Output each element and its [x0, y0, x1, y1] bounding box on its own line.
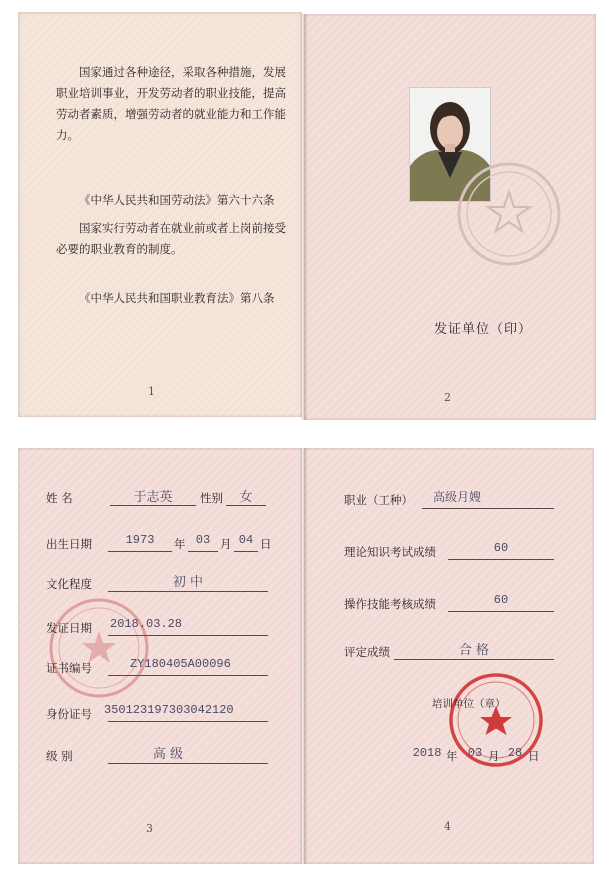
- page-number-1: 1: [148, 385, 155, 398]
- issuer-label: 发证单位（印）: [434, 322, 533, 337]
- page-fold: [300, 448, 308, 864]
- sign-month: 03: [467, 746, 483, 760]
- page-number-2: 2: [444, 391, 451, 404]
- theory-score-value: 60: [493, 541, 509, 555]
- issue-date-value: 2018.03.28: [110, 617, 183, 631]
- education-value: 初 中: [172, 575, 204, 590]
- page-fold: [300, 14, 308, 420]
- occupation-value: 高级月嫂: [432, 490, 481, 504]
- rating-label: 评定成绩: [344, 645, 390, 659]
- official-seal-left: [44, 593, 154, 703]
- page-2: [304, 14, 596, 420]
- page-number-3: 3: [146, 822, 153, 835]
- page-number-4: 4: [444, 820, 451, 833]
- skill-score-value: 60: [493, 593, 509, 607]
- skill-score-label: 操作技能考核成绩: [344, 597, 436, 611]
- theory-score-label: 理论知识考试成绩: [344, 545, 436, 559]
- birth-year: 1973: [125, 533, 155, 547]
- embossed-seal: [454, 159, 564, 269]
- gender-value: 女: [239, 490, 253, 505]
- page-3: 姓 名 于志英 性别 女 出生日期 1973 年 03 月 04 日 文化程度 初 中 发证日期 2018.03.28 证书编号 ZY180405A00096 身份证号 350123197303042120 级 别 高 级 3: [18, 448, 302, 864]
- level-label: 级 别: [46, 749, 73, 763]
- cert-number-value: ZY180405A00096: [130, 657, 231, 671]
- name-value: 于志英: [133, 490, 173, 505]
- level-value: 高 级: [152, 747, 184, 762]
- gender-label: 性别: [200, 491, 223, 505]
- name-label: 姓 名: [46, 491, 73, 505]
- law-text-1: 国家通过各种途径，采取各种措施，发展职业培训事业，开发劳动者的职业技能，提高劳动者素质，增强劳动者的就业能力和工作能力。: [56, 65, 286, 142]
- law-text-2: 国家实行劳动者在就业前或者上岗前接受必要的职业教育的制度。: [56, 221, 286, 256]
- education-label: 文化程度: [46, 577, 92, 591]
- cert-number-label: 证书编号: [46, 661, 92, 675]
- birth-day: 04: [238, 533, 254, 547]
- booklet-spread-bottom: [0, 448, 611, 874]
- id-number-label: 身份证号: [46, 707, 92, 721]
- occupation-label: 职业（工种）: [344, 493, 413, 507]
- page-1: [18, 12, 302, 417]
- issue-date-label: 发证日期: [46, 621, 92, 635]
- law-article-1: [56, 62, 294, 146]
- birth-month: 03: [195, 533, 211, 547]
- law-article-2: [56, 218, 294, 260]
- birth-date-label: 出生日期: [46, 537, 92, 551]
- sign-day: 28: [507, 746, 523, 760]
- page-4: 职业（工种） 高级月嫂 理论知识考试成绩 60 操作技能考核成绩 60 评定成绩 合 格 培训单位（章） 2018 年 03 月 28 日 4: [304, 448, 594, 864]
- booklet-spread-top: [0, 0, 611, 430]
- law-source-1: 《中华人民共和国劳动法》第六十六条: [79, 193, 275, 207]
- id-number-value: 350123197303042120: [104, 703, 234, 717]
- rating-value: 合 格: [458, 643, 490, 658]
- trainer-label: 培训单位（章）: [432, 698, 506, 710]
- law-source-2: 《中华人民共和国职业教育法》第八条: [79, 291, 275, 305]
- sign-year: 2018: [412, 746, 442, 760]
